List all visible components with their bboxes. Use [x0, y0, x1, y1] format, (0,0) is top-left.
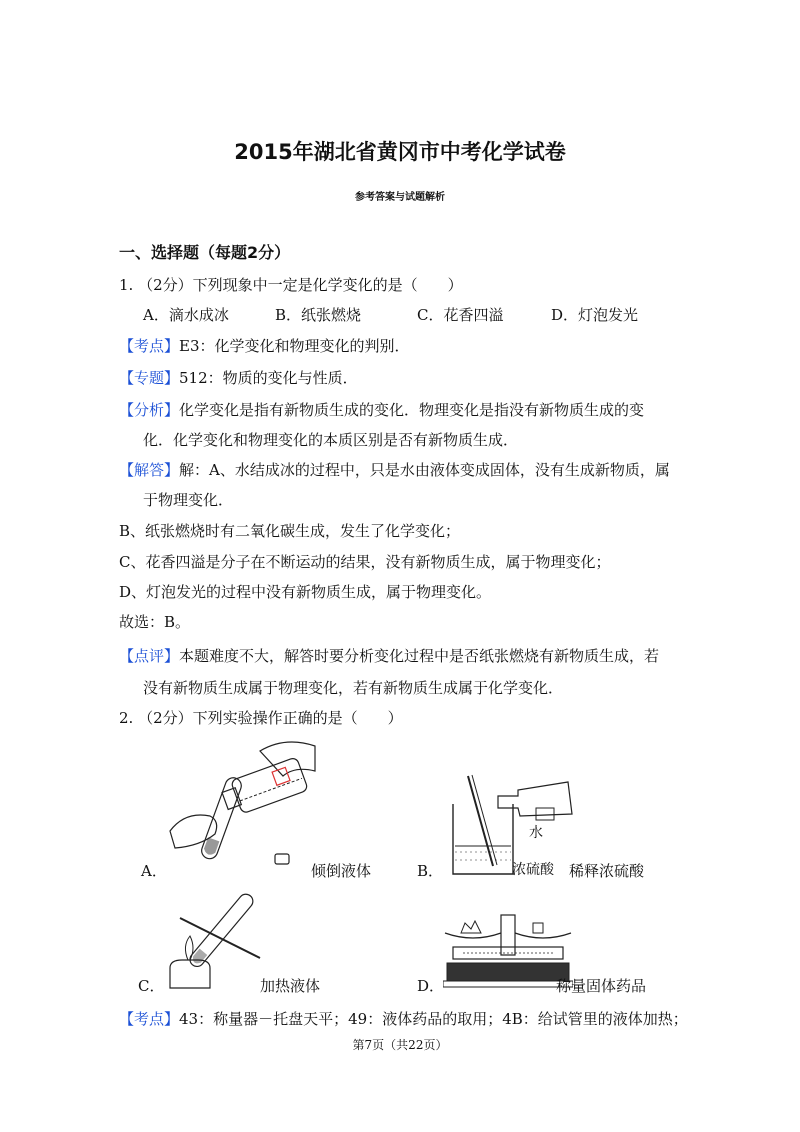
q1-option-c: C．花香四溢	[417, 306, 504, 324]
figure-d-caption: 称量固体药品	[556, 977, 647, 995]
figure-b-diluting	[438, 774, 578, 879]
jieda-line-b: B、纸张燃烧时有二氧化碳生成，发生了化学变化；	[119, 522, 461, 540]
figure-b-letter: B．	[417, 862, 444, 880]
page-footer: 第7页（共22页）	[352, 1038, 448, 1052]
dianping-tag: 【点评】	[119, 647, 180, 665]
q1-stem: 1. （2分）下列现象中一定是化学变化的是（ ）	[119, 276, 463, 294]
zhuanti-text: 512：物质的变化与性质．	[179, 369, 358, 387]
pouring-drawing	[165, 736, 345, 876]
dianping-text-2: 没有新物质生成属于物理变化，若有新物质生成属于化学变化．	[143, 679, 564, 697]
figure-b-acid-label: 浓硫酸	[512, 862, 554, 878]
q2-kaodian-text: 43：称量器－托盘天平；49：液体药品的取用；4B：给试管里的液体加热；	[179, 1010, 688, 1028]
q1-jieda	[119, 460, 670, 480]
diluting-drawing	[438, 774, 578, 879]
zhuanti-tag: 【专题】	[119, 369, 180, 387]
q1-kaodian	[119, 336, 410, 356]
jieda-text-2: 于物理变化．	[143, 491, 234, 509]
q2-kaodian	[119, 1009, 688, 1029]
q1-option-d: D．灯泡发光	[551, 306, 639, 324]
figure-d-weighing	[443, 905, 573, 990]
q1-answer: 故选：B。	[119, 613, 191, 631]
q1-dianping	[119, 646, 659, 666]
section-heading: 一、选择题（每题2分）	[119, 243, 291, 262]
kaodian-text: E3：化学变化和物理变化的判别．	[179, 337, 410, 355]
page-title: 2015年湖北省黄冈市中考化学试卷	[234, 140, 566, 164]
figure-c-letter: C．	[138, 977, 165, 995]
kaodian-tag: 【考点】	[119, 337, 180, 355]
balance-drawing	[443, 905, 573, 990]
figure-b-water-label: 水	[529, 825, 543, 841]
q1-option-a: A．滴水成冰	[143, 306, 229, 324]
figure-d-letter: D．	[417, 977, 445, 995]
figure-c-caption: 加热液体	[260, 977, 321, 995]
q2-kaodian-tag: 【考点】	[119, 1010, 180, 1028]
figure-c-heating	[160, 888, 270, 993]
q1-option-b: B．纸张燃烧	[275, 306, 362, 324]
page-subtitle: 参考答案与试题解析	[355, 192, 445, 203]
jieda-tag: 【解答】	[119, 461, 180, 479]
fenxi-tag: 【分析】	[119, 401, 180, 419]
figure-a-caption: 倾倒液体	[311, 862, 372, 880]
fenxi-text-1: 化学变化是指有新物质生成的变化．物理变化是指没有新物质生成的变	[179, 401, 645, 419]
figure-b-caption: 稀释浓硫酸	[569, 862, 645, 880]
figure-a-pouring	[165, 736, 345, 876]
q1-zhuanti	[119, 368, 358, 388]
jieda-line-c: C、花香四溢是分子在不断运动的结果，没有新物质生成，属于物理变化；	[119, 553, 611, 571]
q1-fenxi	[119, 400, 644, 420]
figure-a-letter: A．	[141, 862, 167, 880]
q2-stem: 2. （2分）下列实验操作正确的是（ ）	[119, 709, 403, 727]
dianping-text-1: 本题难度不大，解答时要分析变化过程中是否纸张燃烧有新物质生成，若	[179, 647, 660, 665]
heating-drawing	[160, 888, 270, 993]
fenxi-text-2: 化．化学变化和物理变化的本质区别是否有新物质生成．	[143, 431, 519, 449]
jieda-text-1: 解：A、水结成冰的过程中，只是水由液体变成固体，没有生成新物质，属	[179, 461, 670, 479]
jieda-line-d: D、灯泡发光的过程中没有新物质生成，属于物理变化。	[119, 583, 492, 601]
